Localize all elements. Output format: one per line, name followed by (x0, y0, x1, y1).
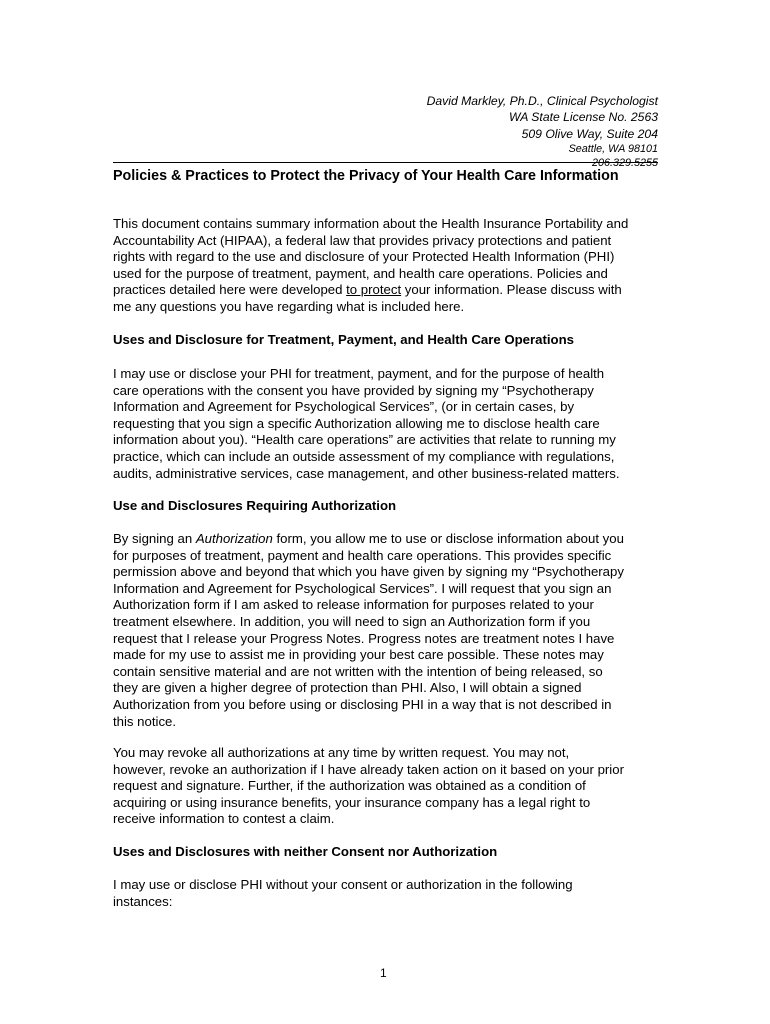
heading-text: Use and Disclosures Requiring Authorization (113, 498, 397, 513)
treatment-paragraph (113, 366, 673, 482)
text-line: Accountability Act (HIPAA), a federal law that provides privacy protections and patient (113, 232, 612, 248)
text-line: Information and Agreement for Psychological Services”, (or in certain cases, by (113, 399, 575, 415)
heading-text: Uses and Disclosures with neither Consent nor Authorization (113, 844, 498, 859)
text-line: information about you). “Health care operations” are activities that relate to running my (113, 432, 616, 448)
text-line: Information and Agreement for Psychological Services”. I will request that you sign an (113, 580, 612, 596)
text-line: permission above and beyond that which you have given by signing my “Psychotherapy (113, 564, 624, 580)
street-address: 509 Olive Way, Suite 204 (521, 126, 658, 141)
text-line: however, revoke an authorization if I have already taken action on it based on your prior (113, 761, 624, 777)
text-segment: form, you allow me to use or disclose information about you (272, 531, 624, 546)
text-line: instances: (113, 893, 173, 909)
text-segment: your information. Please discuss with (401, 282, 622, 298)
text-line: receive information to contest a claim. (113, 811, 335, 827)
text-line: for purposes of treatment, payment and health care operations. This provides specific (113, 547, 612, 563)
text-line: made for my use to assist me in providing your best care possible. These notes may (113, 647, 604, 663)
text-line: You may revoke all authorizations at any time by written request. You may not, (113, 745, 570, 760)
authorization-paragraph (113, 531, 673, 730)
text-segment: practices detailed here were developed (113, 282, 347, 298)
text-line: I may use or disclose your PHI for treatment, payment, and for the purpose of health (113, 366, 605, 381)
section-heading-authorization (113, 498, 673, 515)
text-line: Authorization form if I am asked to release information for purposes related to your (113, 597, 594, 613)
license-number: WA State License No. 2563 (508, 110, 658, 125)
text-line: rights with regard to the use and disclosure of your Protected Health Information (PHI) (113, 249, 615, 265)
page-number: 1 (380, 966, 387, 980)
provider-name: David Markley, Ph.D., Clinical Psychologist (426, 94, 658, 108)
letterhead (427, 93, 658, 170)
underlined-phrase: to protect (346, 282, 402, 298)
no-consent-paragraph (113, 877, 673, 910)
text-line (113, 282, 673, 299)
text-line: contain sensitive material and are not written with the intention of being released, so (113, 663, 603, 679)
intro-paragraph (113, 216, 673, 316)
text-line: audits, administrative services, case management, and other business-related matters. (113, 465, 620, 481)
page-title: Policies & Practices to Protect the Privacy of Your Health Care Information (113, 168, 619, 184)
text-line (113, 531, 673, 548)
text-line: practice, which can include an outside assessment of my compliance with regulations, (113, 448, 615, 464)
city-state-zip: Seattle, WA 98101 (568, 142, 658, 155)
text-line: requesting that you sign a specific Authorization allowing me to disclose health care (113, 415, 600, 431)
text-line: they are given a higher degree of protection than PHI. Also, I will obtain a signed (113, 680, 582, 696)
text-line: me any questions you have regarding what is included here. (113, 298, 465, 314)
heading-text: Uses and Disclosure for Treatment, Payment, and Health Care Operations (113, 332, 574, 347)
text-line: This document contains summary information about the Health Insurance Portability and (113, 216, 629, 231)
text-line: acquiring or using insurance benefits, your insurance company has a legal right to (113, 794, 591, 810)
text-line: used for the purpose of treatment, payment, and health care operations. Policies and (113, 265, 608, 281)
text-line: care operations with the consent you have provided by signing my “Psychotherapy (113, 382, 594, 398)
text-line: request and signature. Further, if the authorization was obtained as a condition of (113, 778, 586, 794)
header-rule (113, 162, 658, 163)
text-line: I may use or disclose PHI without your consent or authorization in the following (113, 877, 573, 892)
text-segment: By signing an (113, 531, 196, 546)
section-heading-no-consent (113, 844, 673, 861)
revoke-paragraph (113, 745, 673, 828)
text-line: treatment elsewhere. In addition, you will need to sign an Authorization form if you (113, 613, 591, 629)
text-line: this notice. (113, 713, 177, 729)
italic-term: Authorization (195, 531, 273, 546)
text-line: Authorization from you before using or disclosing PHI in a way that is not described in (113, 696, 612, 712)
section-heading-treatment (113, 332, 673, 349)
text-line: request that I release your Progress Notes. Progress notes are treatment notes I have (113, 630, 615, 646)
